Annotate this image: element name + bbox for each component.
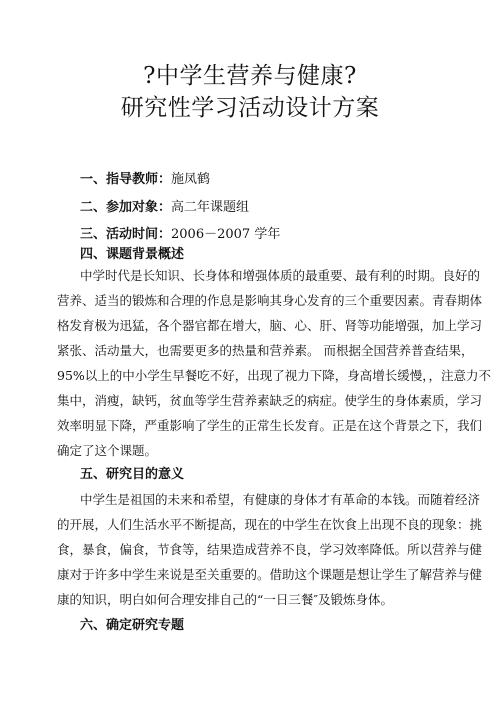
- section-4-heading: 四、课题背景概述: [80, 247, 185, 262]
- section-4-line: 集中，消瘦，缺钙，贫血等学生营养素缺乏的病症。使学生的身体素质，学习: [57, 393, 483, 408]
- section-4-line: 95%以上的中小学生早餐吃不好，出现了视力下降，身高增长缓慢，，注意力不: [57, 368, 492, 383]
- info-participants: [80, 198, 249, 218]
- info-time-value: 2006－2007 学年: [171, 227, 281, 242]
- info-teacher-value: 施凤鹤: [171, 172, 211, 187]
- section-5-line: 的开展，人们生活水平不断提高，现在的中学生在饮食上出现不良的现象：挑: [57, 517, 483, 532]
- document-title-line-2: 研究性学习活动设计方案: [120, 95, 380, 121]
- info-participants-value: 高二年课题组: [171, 200, 250, 215]
- section-4-line: 营养、适当的锻炼和合理的作息是影响其身心发育的三个重要因素。青春期体: [57, 293, 483, 308]
- section-4-line: 格发育极为迅猛，各个器官都在增大，脑、心、肝、肾等功能增强，加上学习: [57, 318, 483, 333]
- section-4-line: 中学时代是长知识、长身体和增强体质的最重要、最有利的时期。良好的: [80, 268, 481, 283]
- section-5-line: 康对于许多中学生来说是至关重要的。借助这个课题是想让学生了解营养与健: [57, 567, 483, 582]
- info-teacher-label: 一、指导教师：: [80, 172, 172, 187]
- section-5-line: 中学生是祖国的未来和希望，有健康的身体才有革命的本钱。而随着经济: [80, 492, 481, 507]
- section-4-line: 确定了这个课题。: [57, 443, 158, 458]
- info-time: [80, 225, 280, 245]
- section-4-line: 效率明显下降，严重影响了学生的正常生长发育。正是在这个背景之下，我们: [57, 418, 483, 433]
- section-4-line: 紧张、活动量大，也需要更多的热量和营养素。 而根据全国营养普查结果，: [57, 343, 474, 358]
- section-5-line: 康的知识，明白如何合理安排自己的“一日三餐″及锻炼身体。: [57, 592, 394, 607]
- section-6-heading: 六、确定研究专题: [80, 618, 185, 633]
- section-5-line: 食，暴食，偏食，节食等，结果造成营养不良，学习效率降低。所以营养与健: [57, 542, 483, 557]
- info-teacher: [80, 170, 210, 190]
- info-participants-label: 二、参加对象：: [80, 200, 172, 215]
- info-time-label: 三、活动时间：: [80, 227, 172, 242]
- document-title-line-1: ?中学生营养与健康?: [143, 63, 357, 89]
- section-5-heading: 五、研究目的意义: [80, 467, 185, 482]
